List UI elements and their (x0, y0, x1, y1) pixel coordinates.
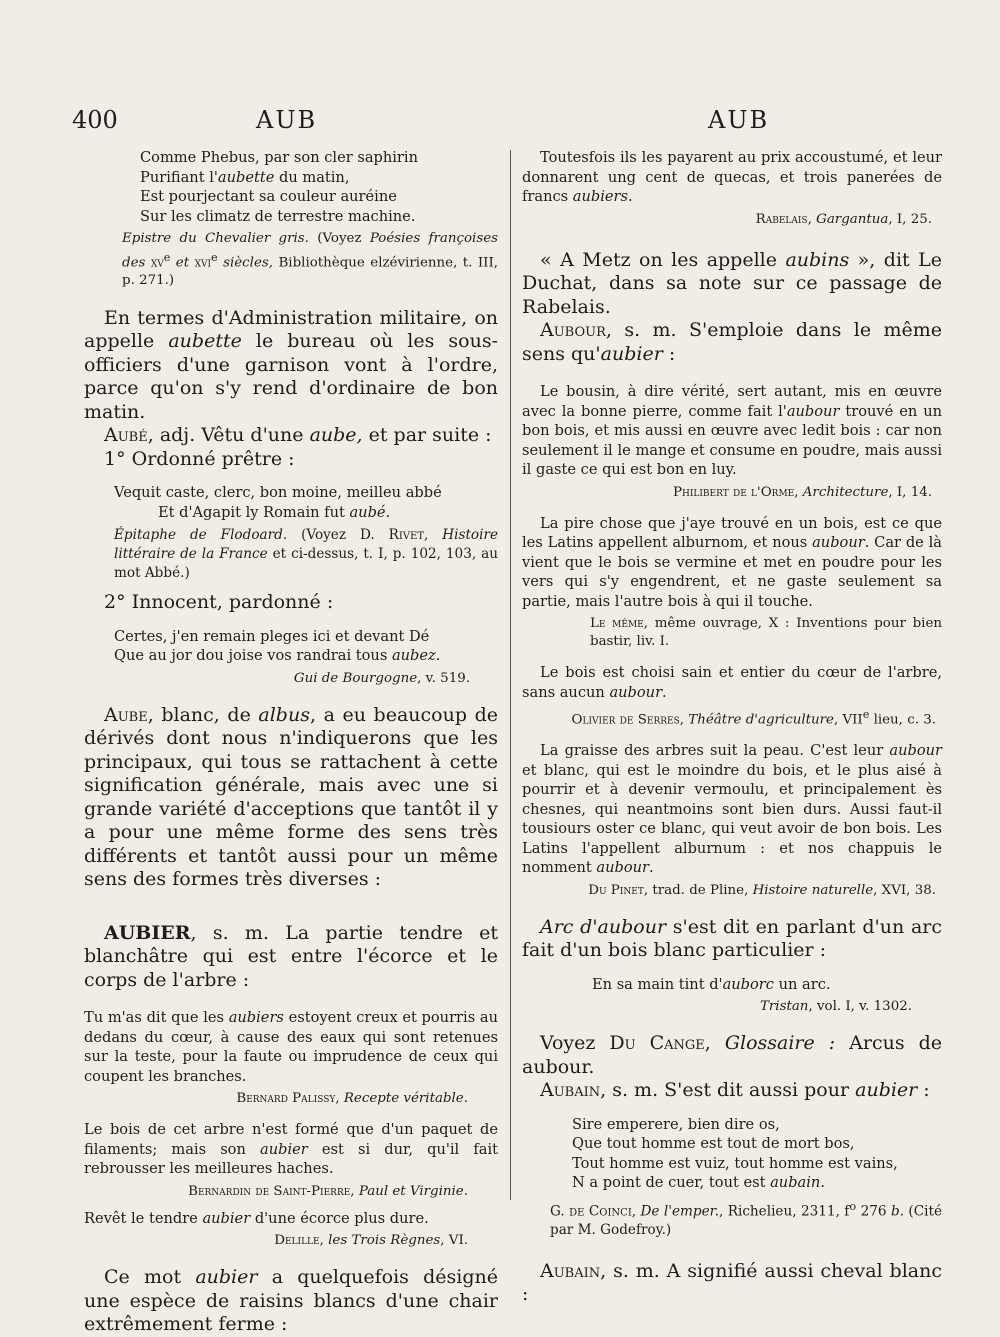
paragraph-aubier-raisin: Ce mot aubier a quelquefois désigné une espèce de raisins blancs d'une chair extrêmement ferme : (84, 1266, 498, 1336)
sense-2: 2° Innocent, pardonné : (104, 591, 334, 614)
verse-line: Vequit caste, clerc, bon moine, meilleu abbé (114, 484, 442, 502)
citation: Rabelais, Gargantua, I, 25. (755, 211, 932, 227)
quote-le-meme: La pire chose que j'aye trouvé en un bois, est ce que les Latins appellent alburnom, et nous aubour. Car de là vient que le bois se vermine et met en poudre pour les vers qui s'y engendrent, et ne gaste seulement sa partie, mais l'autre bois à qui il touche. (522, 514, 942, 610)
verse-line: Et d'Agapit ly Romain fut aubé. (158, 503, 391, 521)
quote-poem-aubette (84, 148, 498, 226)
right-column (522, 148, 942, 1307)
citation: Épitaphe de Flodoard. (Voyez D. Rivet, Histoire littéraire de la France et ci-dessus, t. I, p. 102, 103, au mot Abbé.) (114, 527, 498, 582)
citation: Le même, même ouvrage, X : Inventions pour bien bastir, liv. I. (590, 616, 942, 649)
citation: Delille, les Trois Règnes, VI. (274, 1233, 468, 1249)
paragraph-arc-aubour: Arc d'aubour s'est dit en parlant d'un arc fait d'un bois blanc particulier : (522, 915, 942, 962)
citation: Epistre du Chevalier gris. (Voyez Poésies françoises des $xv^e$ et xvi$^e$ siècles, Bibliothèque elzévirienne, t. III, p. 271.) (122, 231, 499, 289)
quote-rabelais: Toutesfois ils les payarent au prix accoustumé, et leur donnarent ung cent de quecas, et trois panerées de francs aubiers. (522, 149, 942, 205)
citation: Bernard Palissy, Recepte véritable. (236, 1091, 468, 1107)
sense-1: 1° Ordonné prêtre : (104, 447, 295, 470)
verse-line: Que au jor dou joise vos randrai tous aubez. (114, 647, 441, 665)
entry-aubain-cheval: Aubain, s. m. A signifié aussi cheval blanc : (522, 1259, 942, 1305)
verse-line: Tout homme est vuiz, tout homme est vains, (572, 1154, 898, 1172)
citation: Philibert de l'Orme, Architecture, I, 14. (672, 484, 932, 500)
entry-aubain: Aubain, s. m. S'est dit aussi pour aubier : (540, 1079, 930, 1102)
citation: Bernardin de Saint-Pierre, Paul et Virginie. (188, 1183, 468, 1199)
entry-aube: Aube, blanc, de albus, a eu beaucoup de dérivés dont nous n'indiquerons que les principaux, qui tous se rattachent à cette signification générale, mais avec une si grande variété d'acceptions que tantôt il y a pour une même forme des sens très différents et tantôt aussi pour un même sens des formes très diverses : (84, 703, 498, 891)
verse-line: Que tout homme est tout de mort bos, (572, 1135, 855, 1153)
entry-aubour: Aubour, s. m. S'emploie dans le même sens qu'aubier : (522, 319, 942, 365)
citation: G. de Coinci, De l'emper., Richelieu, 2311, $f^o$ 276 b. (Cité par M. Godefroy.) (550, 1198, 942, 1238)
running-head-left: AUB (256, 106, 318, 134)
quote-delorme: Le bousin, à dire vérité, sert autant, mis en œuvre avec la bonne pierre, comme fait l'aubour trouvé en un bon bois, et mis aussi en œuvre avec ledit bois : car non seulement il le mange et consume en poudre, mais aussi il gaste ce qui est bon en luy. (522, 383, 942, 478)
verse-line: Sur les climatz de terrestre machine. (140, 207, 416, 225)
left-column (84, 148, 498, 1337)
quote-poem-gui (84, 627, 498, 666)
verse-line: Est pourjectant sa couleur auréine (140, 188, 397, 205)
quote-poem-coinci (522, 1115, 942, 1193)
quote-poem-flodoard (84, 483, 498, 522)
paragraph: En termes d'Administration militaire, on appelle aubette le bureau où les sous-officiers d'une garnison vont à l'ordre, parce qu'on s'y rend d'ordinaire de bon matin. (84, 306, 498, 423)
quote-serres: Le bois est choisi sain et entier du cœur de l'arbre, sans aucun aubour. (522, 664, 942, 701)
citation: Tristan, vol. I, v. 1302. (759, 999, 912, 1015)
verse-line: N a point de cuer, tout est aubain. (572, 1174, 825, 1192)
verse-line: Purifiant l'aubette du matin, (140, 168, 350, 186)
quote-palissy: Tu m'as dit que les aubiers estoyent creux et pourris au dedans du cœur, à cause des eaux qui sont retenues sur la teste, pour la faute ou imprudence de ceux qui coupent les branches. (84, 1009, 498, 1085)
quote-saint-pierre: Le bois de cet arbre n'est formé que d'un paquet de filaments; mais son aubier est si dur, qu'il fait rebrousser les meilleures haches. (84, 1121, 498, 1178)
citation: Gui de Bourgogne, v. 519. (293, 670, 470, 686)
paragraph-du-cange: Voyez Du Cange, Glossaire : Arcus de aubour. (522, 1032, 942, 1078)
verse-line: Comme Phebus, par son cler saphirin (140, 149, 418, 166)
entry-aube-adj: Aubé, adj. Vêtu d'une aube, et par suite : (104, 424, 492, 447)
quote-pinet: La graisse des arbres suit la peau. C'est leur aubour et blanc, qui est le moindre du bois, et le plus aisé à pourrir et à devenir vermoulu, et principalement ès chesnes, qui neantmoins sont bien durs. Aussi faut-il tousiours oster ce blanc, qui veut avoir de bon bois. Les Latins l'appellent alburnum : et nos chappuis le nomment aubour. (522, 742, 942, 877)
verse-line: Sire emperere, bien dire os, (572, 1115, 780, 1133)
verse-line: Certes, j'en remain pleges ici et devant Dé (114, 627, 430, 645)
quote-delille: Revêt le tendre aubier d'une écorce plus dure. (84, 1209, 429, 1227)
citation: Olivier de Serres, Théâtre d'agriculture, VIIe lieu, c. 3. (571, 708, 936, 728)
running-head-right: AUB (708, 106, 770, 134)
citation: Du Pinet, trad. de Pline, Histoire naturelle, XVI, 38. (588, 882, 936, 898)
entry-aubier: AUBIER, s. m. La partie tendre et blanchâtre qui est entre l'écorce et le corps de l'arbre : (84, 921, 498, 991)
page-number: 400 (72, 106, 118, 134)
paragraph-aubins: « A Metz on les appelle aubins », dit Le Duchat, dans sa note sur ce passage de Rabelais. (522, 248, 942, 318)
column-rule (510, 150, 511, 1200)
quote-tristan: En sa main tint d'auborc un arc. (592, 975, 831, 993)
